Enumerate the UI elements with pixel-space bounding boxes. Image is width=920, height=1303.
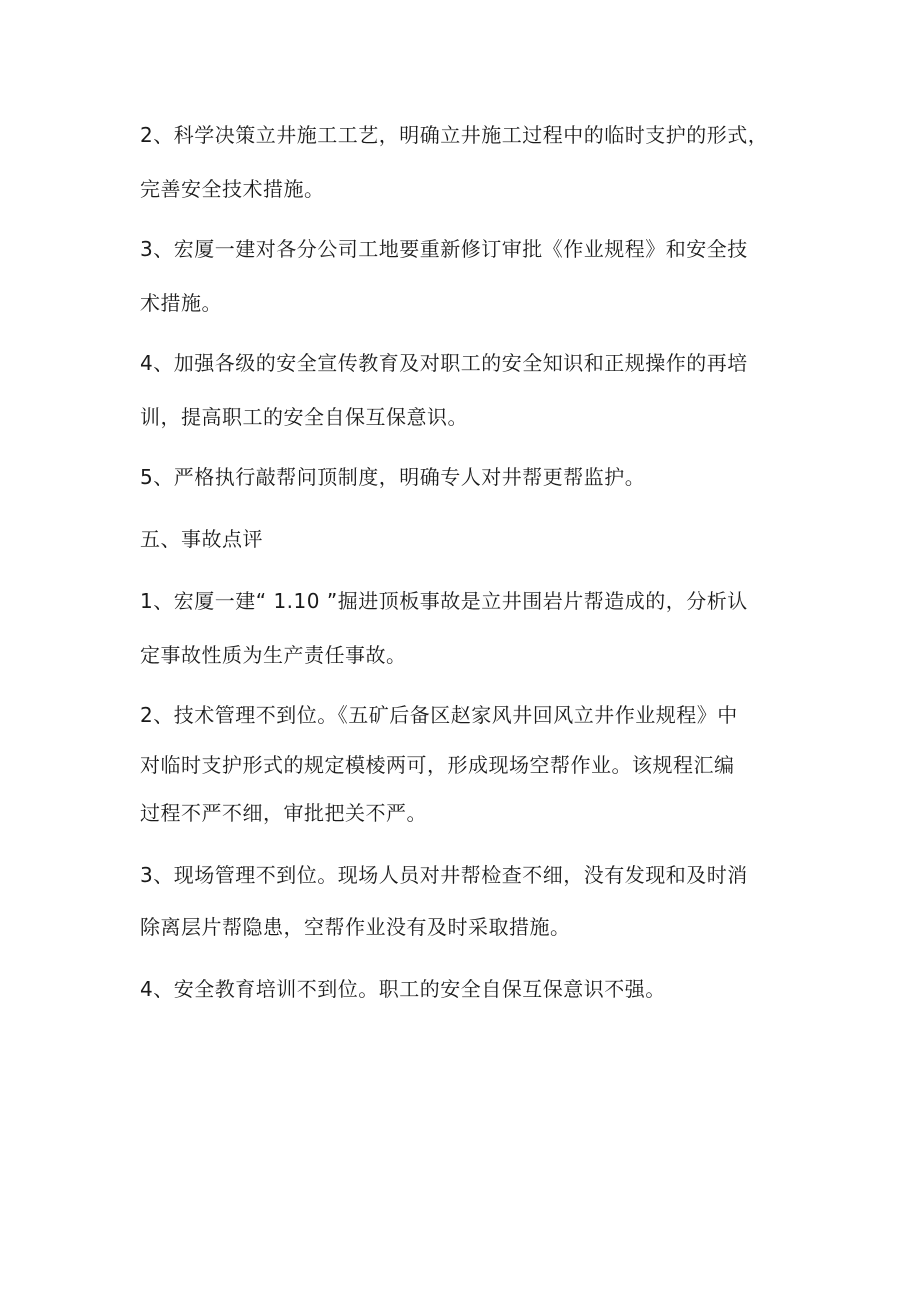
- text-line: 1、宏厦一建“ 1.10 ”掘进顶板事故是立井围岩片帮造成的，分析认: [140, 589, 748, 613]
- section-heading: 五、事故点评: [140, 527, 263, 551]
- text-line: 2、科学决策立井施工工艺，明确立井施工过程中的临时支护的形式，: [140, 123, 769, 147]
- text-line: 训，提高职工的安全自保互保意识。: [140, 405, 468, 429]
- text-line: 3、宏厦一建对各分公司工地要重新修订审批《作业规程》和安全技: [140, 237, 748, 261]
- text-line: 3、现场管理不到位。现场人员对井帮检查不细，没有发现和及时消: [140, 863, 748, 887]
- text-line: 2、技术管理不到位。《五矿后备区赵家风井回风立井作业规程》中: [140, 703, 738, 727]
- text-line: 5、严格执行敲帮问顶制度，明确专人对井帮更帮监护。: [140, 465, 646, 489]
- text-line: 对临时支护形式的规定模棱两可，形成现场空帮作业。该规程汇编: [140, 753, 735, 777]
- text-line: 除离层片帮隐患，空帮作业没有及时采取措施。: [140, 915, 571, 939]
- text-line: 定事故性质为生产责任事故。: [140, 643, 407, 667]
- text-line: 过程不严不细，审批把关不严。: [140, 801, 427, 825]
- text-line: 完善安全技术措施。: [140, 177, 325, 201]
- text-line: 4、加强各级的安全宣传教育及对职工的安全知识和正规操作的再培: [140, 351, 748, 375]
- text-line: 术措施。: [140, 291, 222, 315]
- text-line: 4、安全教育培训不到位。职工的安全自保互保意识不强。: [140, 977, 666, 1001]
